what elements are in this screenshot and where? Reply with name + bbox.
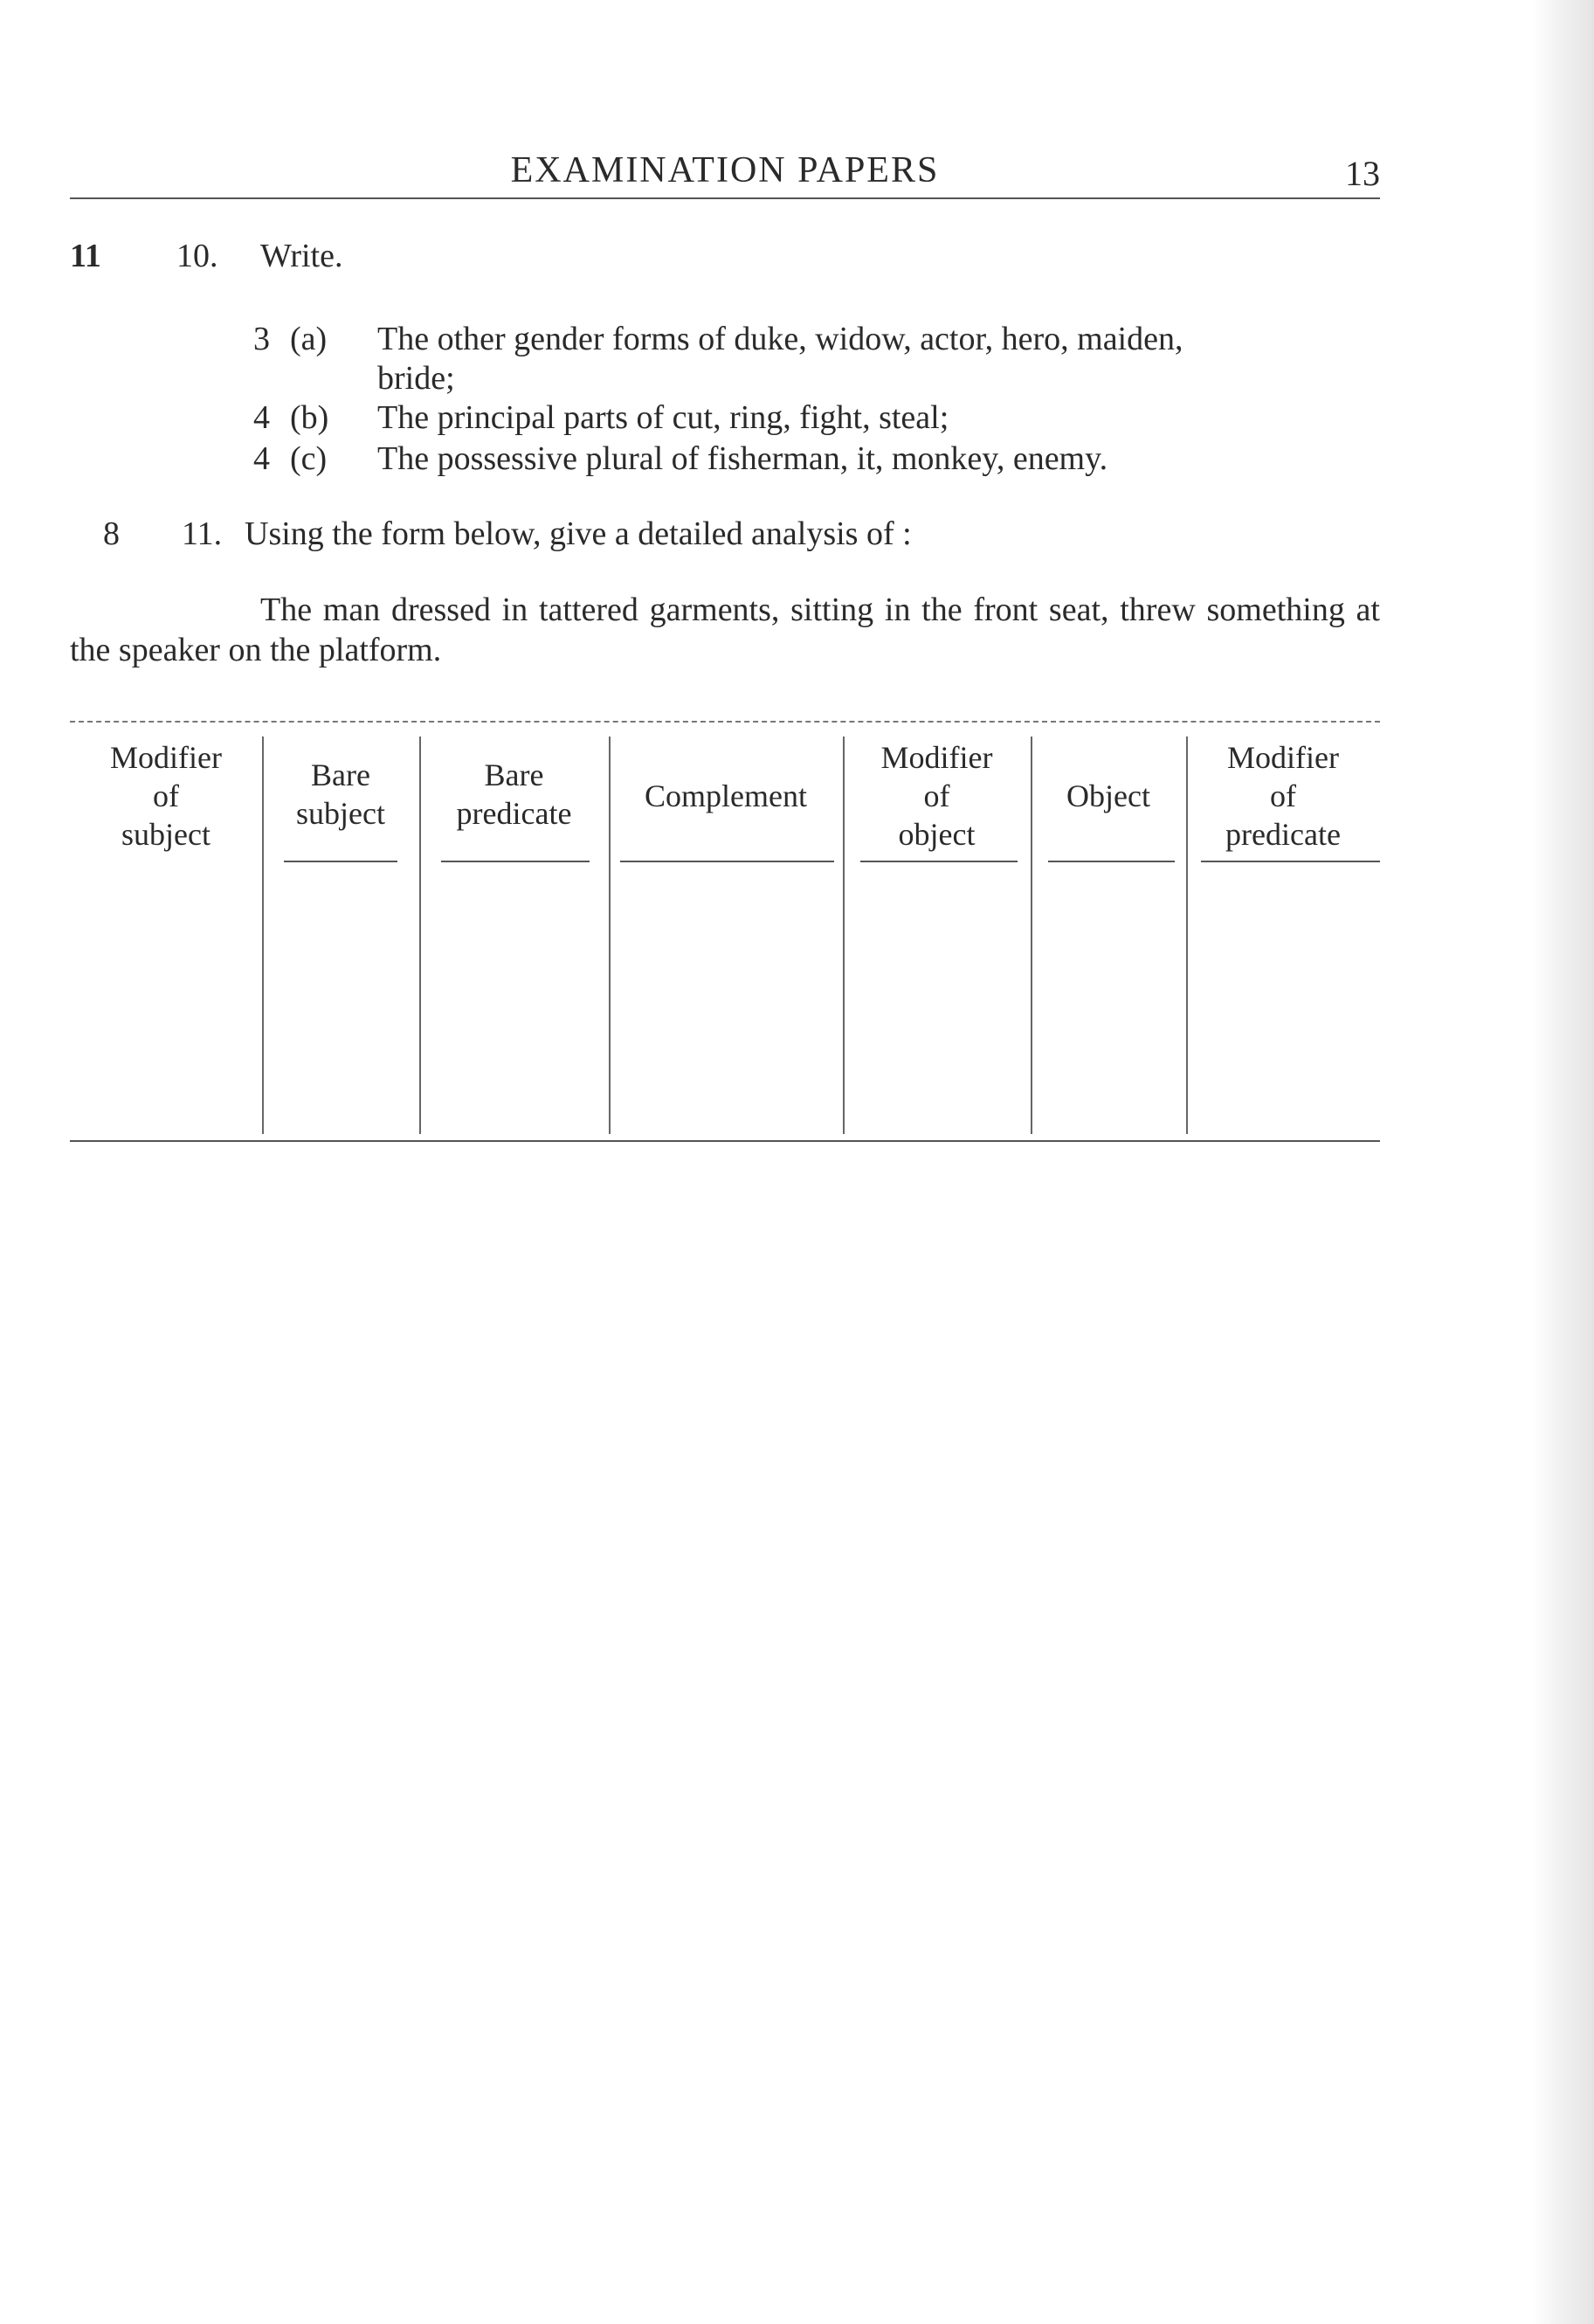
sub-item-b bbox=[253, 398, 949, 438]
column-header-modifier-of-predicate: Modifier of predicate bbox=[1225, 740, 1341, 852]
question-prompt: Write. bbox=[260, 238, 343, 274]
sub-item-c bbox=[253, 439, 1108, 479]
column-header-object: Object bbox=[1066, 778, 1150, 813]
sub-item-letter: (c) bbox=[290, 440, 328, 477]
table-bottom-rule bbox=[70, 1140, 1380, 1142]
header-underline bbox=[620, 861, 834, 862]
column-header-bare-subject: Bare subject bbox=[296, 757, 385, 831]
question-marks: 8 bbox=[103, 515, 120, 552]
question-marks: 11 bbox=[70, 238, 101, 274]
page-edge-shadow bbox=[1533, 0, 1594, 2324]
header-underline bbox=[1201, 861, 1380, 862]
sub-item-marks: 4 bbox=[253, 440, 270, 477]
running-head bbox=[70, 149, 1380, 201]
sub-item-text: The principal parts of cut, ring, fight, steal; bbox=[377, 399, 949, 436]
table-top-rule bbox=[70, 721, 1380, 723]
sub-item-marks: 3 bbox=[253, 321, 270, 357]
question-prompt: Using the form below, give a detailed analysis of : bbox=[245, 515, 912, 552]
sub-item-text: The possessive plural of fisherman, it, monkey, enemy. bbox=[377, 440, 1108, 477]
page-title: EXAMINATION PAPERS bbox=[510, 150, 940, 190]
question-number: 11. bbox=[182, 515, 223, 552]
header-underline bbox=[284, 861, 397, 862]
analysis-sentence: The man dressed in tattered garments, sitting in the front seat, threw something at the speaker on the platform. bbox=[70, 591, 1380, 668]
question-number: 10. bbox=[176, 238, 218, 274]
sub-item-text: The other gender forms of duke, widow, actor, hero, maiden, bbox=[377, 321, 1183, 357]
sub-item-letter: (b) bbox=[290, 399, 329, 436]
column-header-bare-predicate: Bare predicate bbox=[456, 757, 572, 831]
sub-item-letter: (a) bbox=[290, 321, 328, 357]
sub-item-marks: 4 bbox=[253, 399, 270, 436]
header-underline bbox=[441, 861, 590, 862]
column-header-modifier-of-object: Modifier of object bbox=[880, 740, 993, 852]
sub-item-a bbox=[253, 319, 1183, 359]
header-underline bbox=[860, 861, 1018, 862]
header-rule bbox=[70, 197, 1380, 199]
page-number: 13 bbox=[1345, 154, 1380, 193]
sub-item-a-continuation: bride; bbox=[377, 360, 455, 397]
header-underline bbox=[1048, 861, 1175, 862]
analysis-table bbox=[70, 721, 1380, 1149]
column-header-modifier-of-subject: Modifier of subject bbox=[110, 740, 222, 852]
column-header-complement: Complement bbox=[645, 778, 807, 813]
